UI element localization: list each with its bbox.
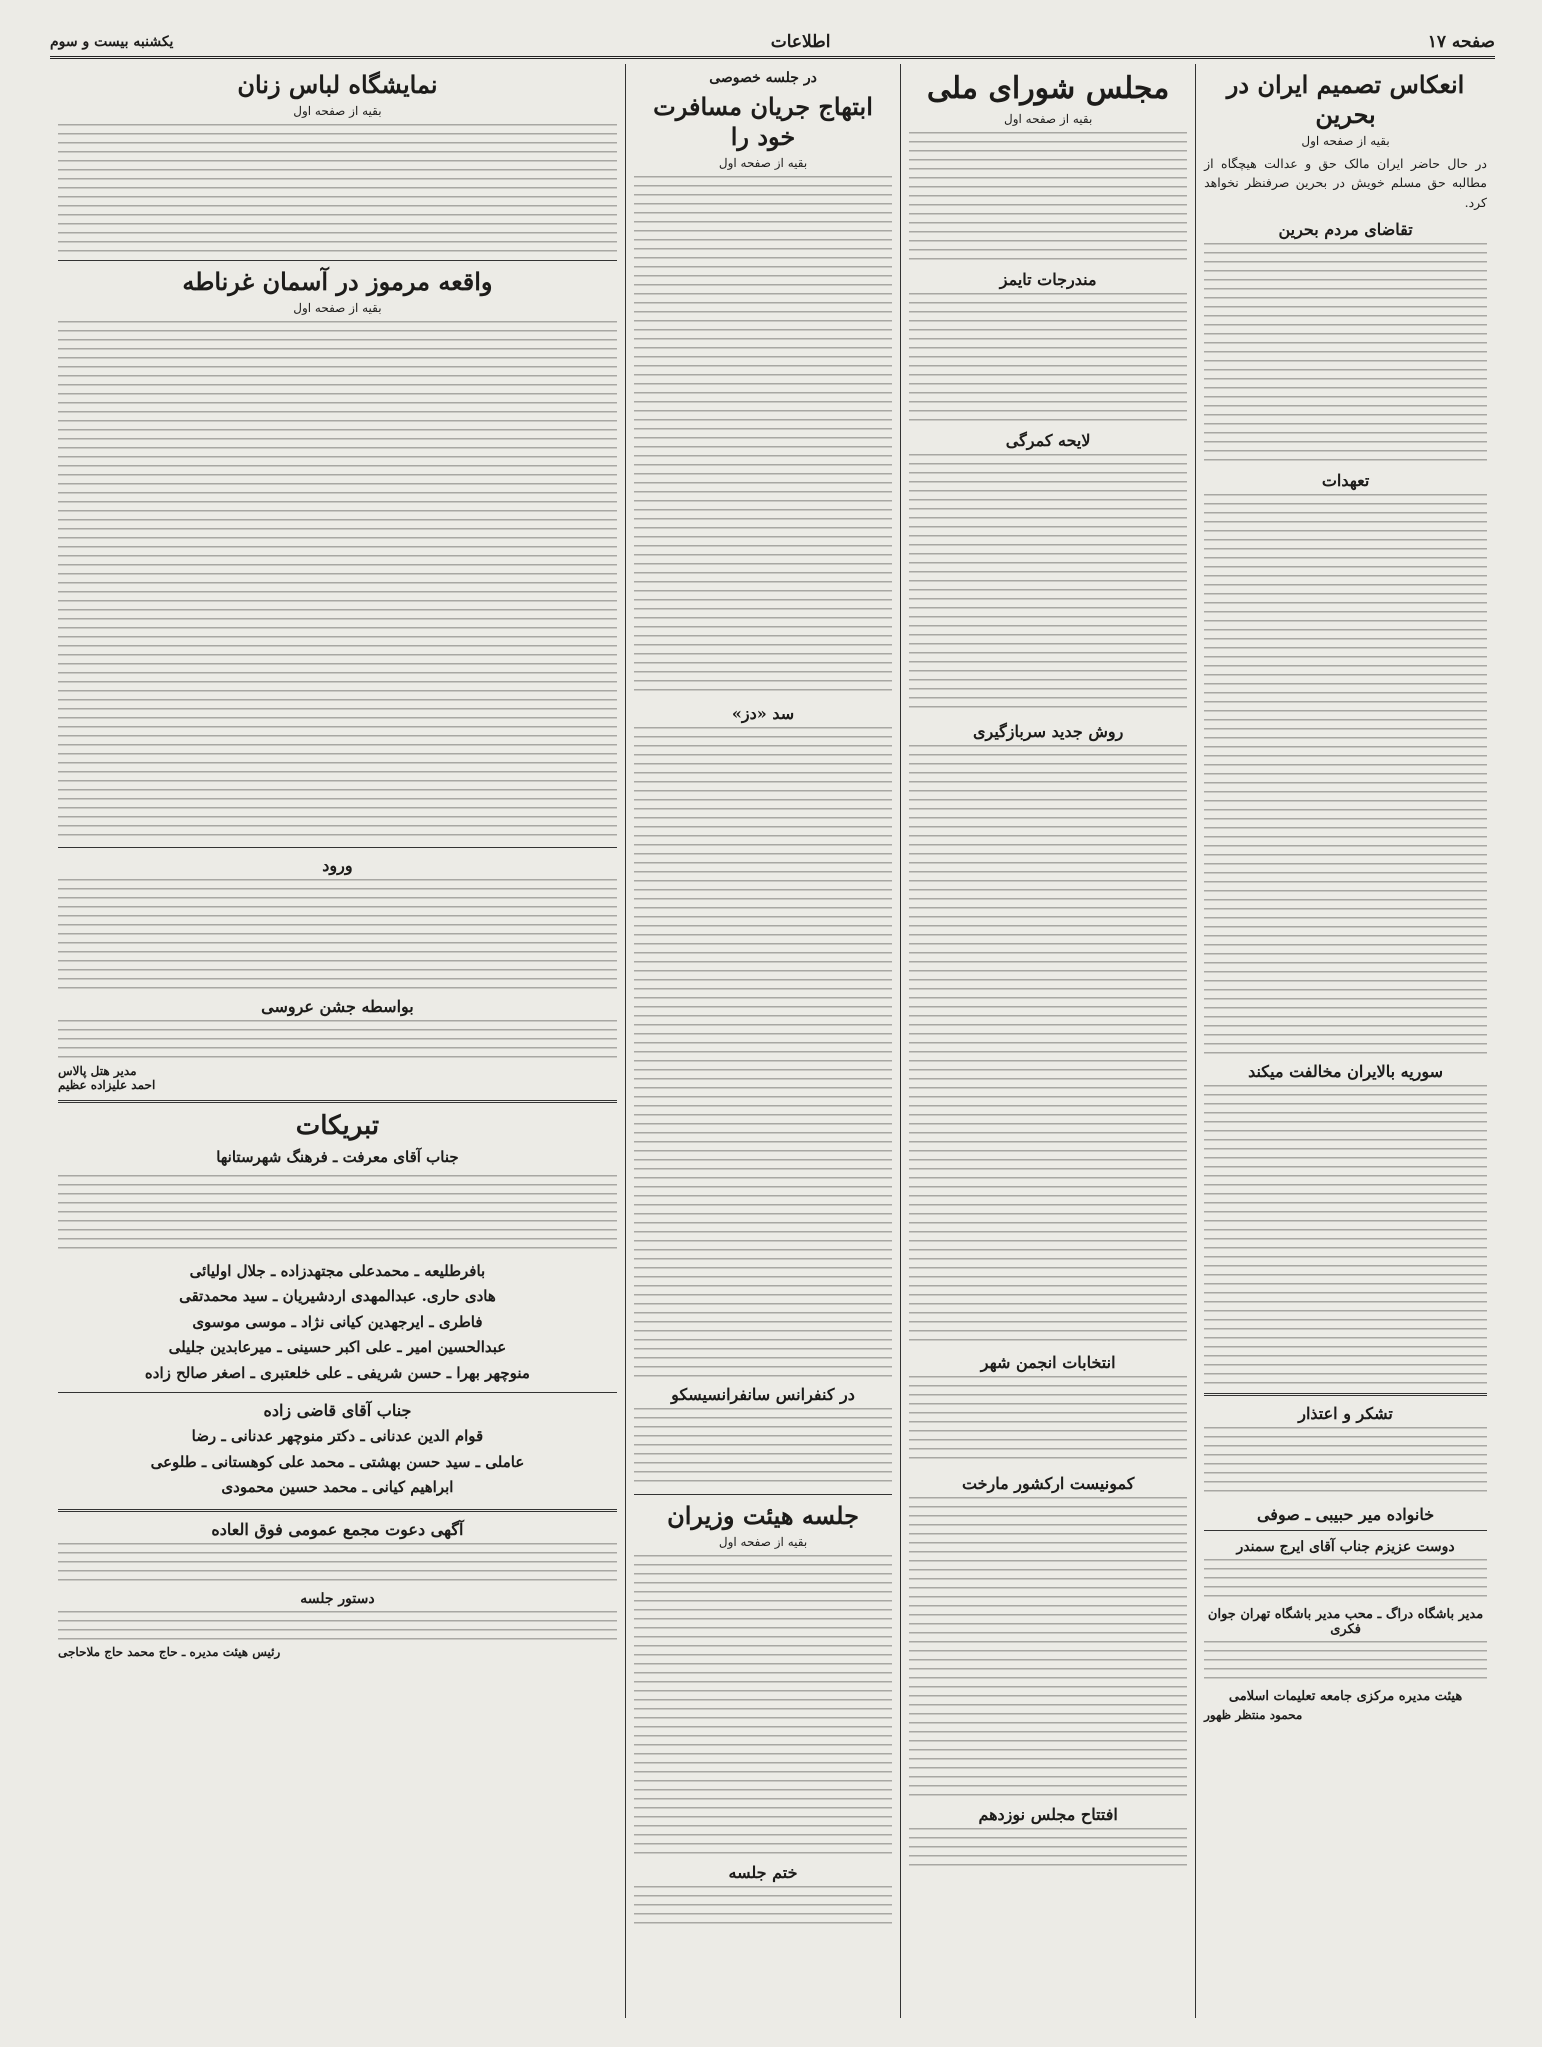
notice-thanks: تشکر و اعتذار	[1298, 1404, 1393, 1424]
continued-label: بقیه از صفحه اول	[1003, 111, 1093, 126]
congrats-line: قوام الدین عدنانی ـ دکتر منوچهر عدنانی ـ رضا	[191, 1427, 484, 1445]
headline-cabinet: جلسه هیئت وزیران	[667, 1501, 859, 1530]
congrats-line: فاطری ـ ایرجهدین کیانی نژاد ـ موسی موسوی	[192, 1312, 483, 1331]
subhead-commitments: تعهدات	[1321, 471, 1370, 491]
congrats-line: عاملی ـ سید حسن بهشتی ـ محمد علی کوهستانی ـ طلوعی	[150, 1452, 525, 1471]
subhead-syria: سوریه بالایران مخالفت میکند	[1248, 1062, 1444, 1082]
headline-bahrain: انعکاس تصمیم ایران در بحرین	[1226, 70, 1465, 129]
subhead-end: ختم جلسه	[728, 1863, 798, 1882]
headline-granada: واقعه مرموز در آسمان غرناطه	[182, 267, 493, 296]
text-block	[58, 1020, 617, 1060]
text-block	[58, 1611, 617, 1641]
congrats-line: ابراهیم کیانی ـ محمد حسین محمودی	[221, 1478, 454, 1496]
text-block	[909, 1376, 1187, 1466]
continued-label: بقیه از صفحه اول	[293, 301, 382, 315]
headline-fashion: نمایشگاه لباس زنان	[237, 70, 438, 99]
divider	[634, 1494, 892, 1495]
text-block	[58, 879, 617, 989]
notice-islamic: هیئت مدیره مرکزی جامعه تعلیمات اسلامی	[1228, 1689, 1463, 1705]
masthead	[50, 28, 1495, 59]
congrats-line: منوچهر بهرا ـ حسن شریفی ـ علی خلعتبری ـ اصغر صالح زاده	[144, 1363, 530, 1382]
date-line: یکشنبه بیست و سوم	[50, 34, 174, 50]
text-block	[1204, 243, 1487, 463]
notice-signature: محمود منتظر ظهور	[1204, 1708, 1303, 1723]
text-block	[1204, 494, 1487, 1054]
text-block	[58, 321, 617, 841]
divider	[1204, 1530, 1487, 1531]
text-block	[58, 124, 617, 254]
agenda: دستور جلسه	[300, 1590, 375, 1607]
subhead-sanfrancisco: در کنفرانس سانفرانسیسکو	[671, 1385, 855, 1404]
text-block	[1204, 1427, 1487, 1497]
divider	[58, 1392, 617, 1393]
paper-name: اطلاعات	[770, 32, 831, 52]
text-block	[909, 745, 1187, 1345]
subhead-customs: لایحه کمرگی	[1005, 430, 1091, 450]
congrats-qazi: جناب آقای قاضی زاده	[263, 1401, 412, 1420]
ad-meeting: آگهی دعوت مجمع عمومی فوق العاده	[211, 1519, 464, 1539]
text-block	[1204, 1641, 1487, 1681]
column-ebtehaj	[625, 64, 900, 2018]
headline-majlis: مجلس شورای ملی	[926, 71, 1170, 106]
divider	[58, 1509, 617, 1512]
kicker: در جلسه خصوصی	[709, 70, 817, 86]
newspaper-page	[50, 28, 1495, 2018]
text-block	[634, 727, 892, 1377]
text-block	[909, 1828, 1187, 1868]
continued-label: بقیه از صفحه اول	[293, 104, 382, 118]
congrats-line: عبدالحسین امیر ـ علی اکبر حسینی ـ میرعابدین جلیلی	[168, 1338, 507, 1356]
notice-friend: دوست عزیزم جناب آقای ایرج سمندر	[1236, 1539, 1455, 1556]
continued-label: بقیه از صفحه اول	[1301, 134, 1390, 148]
text-block	[1204, 1559, 1487, 1599]
hotel-signature: مدیر هتل پالاس	[58, 1064, 137, 1078]
subhead-arrival: ورود	[322, 856, 353, 875]
subhead-election: انتخابات انجمن شهر	[980, 1352, 1116, 1372]
text-block	[909, 1497, 1187, 1797]
column-majlis	[900, 64, 1195, 2018]
continued-label: بقیه از صفحه اول	[718, 156, 808, 170]
divider	[58, 260, 617, 261]
text-block	[634, 176, 892, 696]
notice-family: خانواده میر حبیبی ـ صوفی	[1256, 1505, 1435, 1525]
subhead-wedding: بواسطه جشن عروسی	[261, 997, 414, 1016]
columns	[50, 64, 1495, 2018]
column-fashion	[50, 64, 625, 2018]
text-block	[58, 1175, 617, 1255]
subhead-demand: تقاضای مردم بحرین	[1278, 220, 1413, 240]
text-block	[634, 1555, 892, 1855]
subhead-conscription: روش جدید سربازگیری	[972, 721, 1124, 741]
divider	[58, 1100, 617, 1103]
congrats-line: جناب آقای معرفت ـ فرهنگ شهرستانها	[216, 1148, 459, 1166]
text-block	[1204, 1085, 1487, 1385]
article-text: در حال حاضر ایران مالک حق و عدالت هیچگاه از مطالبه حق مسلم خویش در بحرین صرفنظر نخواهد کرد.	[1204, 156, 1487, 210]
divider	[1204, 1393, 1487, 1396]
text-block	[634, 1408, 892, 1488]
subhead-opening: افتتاح مجلس نوزدهم	[978, 1804, 1118, 1824]
column-bahrain	[1195, 64, 1495, 2018]
text-block	[909, 132, 1187, 262]
divider	[58, 847, 617, 848]
subhead-communist: کمونیست ارکشور مارخت	[961, 1473, 1135, 1493]
text-block	[909, 293, 1187, 423]
congrats-line: بافرطلیعه ـ محمدعلی مجتهدزاده ـ جلال اولیائی	[189, 1261, 486, 1280]
board-signature: رئیس هیئت مدیره ـ حاج محمد حاج ملاحاجی	[58, 1644, 281, 1659]
signature: احمد علیزاده عظیم	[58, 1078, 156, 1092]
text-block	[634, 1886, 892, 1926]
notice-club: مدیر باشگاه دراگ ـ محب مدیر باشگاه تهران جوان فکری	[1207, 1607, 1484, 1638]
text-block	[58, 1543, 617, 1583]
congrats-line: هادی حاری. عبدالمهدی اردشیریان ـ سید محمدتقی	[179, 1287, 496, 1305]
congrats-title: تبریکات	[295, 1111, 380, 1141]
subhead-dam: سد «دز»	[731, 704, 795, 723]
headline-ebtehaj: ابتهاج جریان مسافرت خود را	[653, 92, 873, 151]
continued-label: بقیه از صفحه اول	[718, 1535, 808, 1549]
subhead-times: مندرجات تایمز	[999, 269, 1097, 289]
text-block	[909, 454, 1187, 714]
page-number: صفحه ۱۷	[1427, 32, 1495, 52]
